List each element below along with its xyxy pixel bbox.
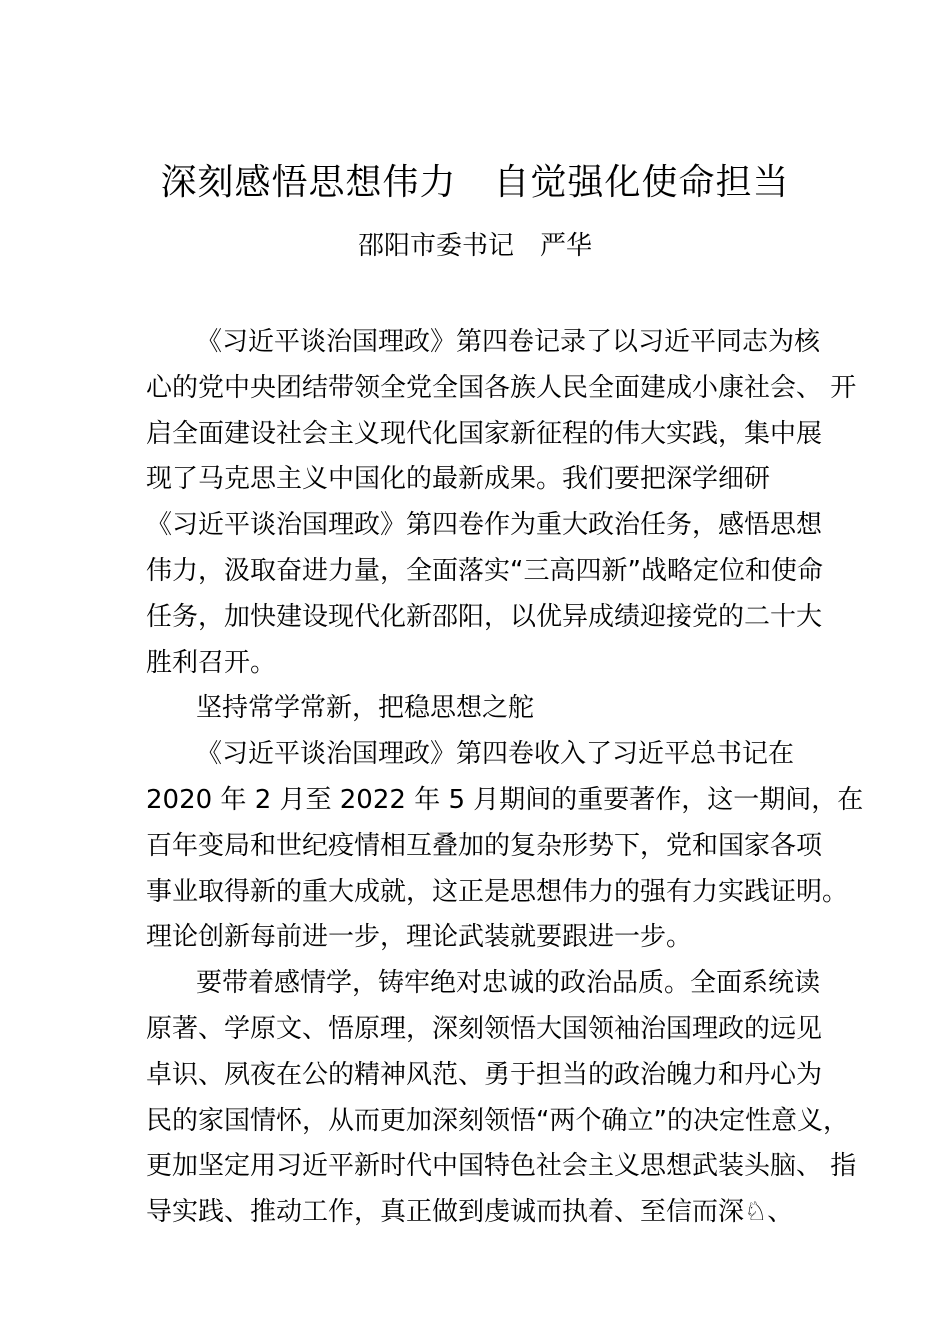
paragraph-line: 民的家国情怀，从而更加深刻领悟“两个确立”的决定性意义， — [146, 1105, 849, 1136]
paragraph-line: 百年变局和世纪疫情相互叠加的复杂形势下，党和国家各项 — [146, 830, 823, 861]
paragraph-line: 事业取得新的重大成就，这正是思想伟力的强有力实践证明。 — [146, 876, 849, 907]
paragraph-line: 要带着感情学，铸牢绝对忠诚的政治品质。全面系统读 — [196, 968, 821, 999]
paragraph-line: 伟力，汲取奋进力量，全面落实“三高四新”战略定位和使命 — [146, 555, 823, 586]
paragraph-line: 卓识、夙夜在公的精神风范、勇于担当的政治魄力和丹心为 — [146, 1059, 823, 1090]
section-heading: 坚持常学常新，把稳思想之舵 — [196, 693, 535, 724]
article-body — [146, 320, 864, 1236]
paragraph-line: 更加坚定用习近平新时代中国特色社会主义思想武装头脑、 指 — [146, 1151, 857, 1182]
paragraph-line: 现了马克思主义中国化的最新成果。我们要把深学细研 — [146, 464, 771, 495]
paragraph-line: 胜利召开。 — [146, 647, 277, 678]
paragraph-line: 任务，加快建设现代化新邵阳，以优异成绩迎接党的二十大 — [146, 601, 823, 632]
paragraph-line: 《习近平谈治国理政》第四卷作为重大政治任务，感悟思想 — [146, 510, 823, 541]
paragraph-line: 《习近平谈治国理政》第四卷收入了习近平总书记在 — [196, 739, 795, 770]
paragraph-line: 启全面建设社会主义现代化国家新征程的伟大实践，集中展 — [146, 418, 823, 449]
paragraph-line: 心的党中央团结带领全党全国各族人民全面建成小康社会、 开 — [146, 372, 857, 403]
paragraph-line: 《习近平谈治国理政》第四卷记录了以习近平同志为核 — [196, 327, 821, 357]
article-title: 深刻感悟思想伟力 自觉强化使命担当 — [160, 162, 790, 203]
paragraph-line: 理论创新每前进一步，理论武装就要跟进一步。 — [146, 922, 693, 953]
paragraph-line: 2020 年 2 月至 2022 年 5 月期间的重要著作，这一期间，在 — [146, 784, 864, 815]
paragraph-line: 原著、学原文、悟原理，深刻领悟大国领袖治国理政的远见 — [146, 1013, 823, 1044]
paragraph-line: 导实践、推动工作，真正做到虔诚而执着、至信而深♘、 — [146, 1197, 794, 1228]
article-byline: 邵阳市委书记 严华 — [357, 231, 592, 261]
